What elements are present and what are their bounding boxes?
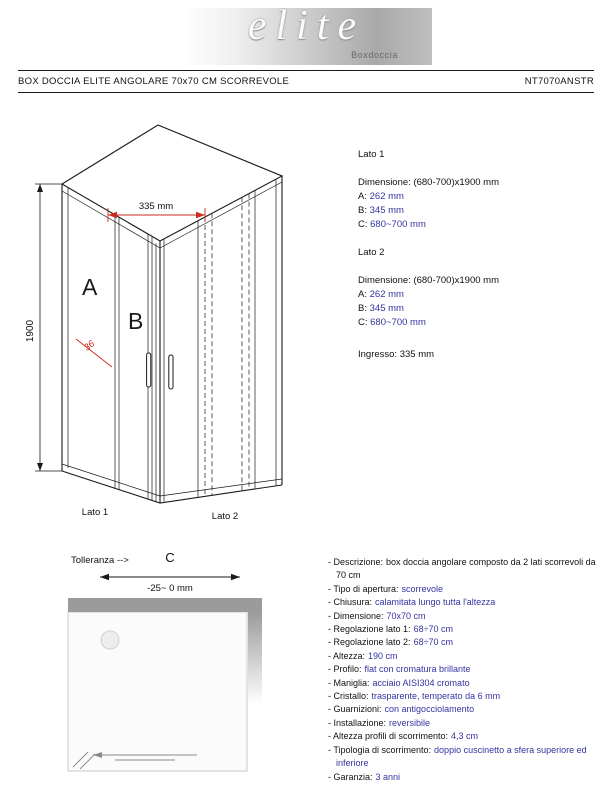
wall-top — [68, 598, 262, 612]
feature-label: - Garanzia: — [328, 771, 373, 782]
side2-row-b — [358, 302, 499, 316]
handle-side2 — [169, 355, 173, 389]
handle-side1 — [147, 353, 151, 387]
height-dimension — [25, 184, 62, 471]
feature-value: 3 anni — [375, 771, 401, 782]
feature-item-descrizione — [328, 556, 596, 583]
row-value: 262 mm — [369, 289, 404, 300]
feature-value: doppio cuscinetto a sfera superiore ed inferiore — [336, 744, 587, 769]
feature-item-scorrimento — [328, 744, 596, 771]
document-title: BOX DOCCIA ELITE ANGOLARE 70x70 CM SCORREVOLE — [18, 76, 290, 87]
panel-a-label: A — [82, 274, 98, 300]
tolerance-arrow — [100, 574, 240, 580]
feature-label: - Altezza profili di scorrimento: — [328, 731, 449, 742]
feature-item-apertura — [328, 583, 596, 596]
feature-value: reversibile — [389, 717, 431, 728]
feature-item-maniglia — [328, 677, 596, 690]
sliding-glass-dashed-edges — [205, 194, 249, 497]
brand-logo — [181, 3, 432, 65]
feature-value: 68÷70 cm — [413, 637, 454, 648]
row-value: 680~700 mm — [370, 317, 426, 328]
feature-item-altezza — [328, 650, 596, 663]
tolerance-diagram — [55, 546, 285, 792]
tray-plan-view — [68, 598, 262, 771]
side2-drawing-label: Lato 2 — [211, 511, 239, 522]
wall-right — [248, 612, 262, 704]
feature-list — [328, 556, 596, 784]
row-label: B: — [358, 205, 367, 216]
feature-label: - Cristallo: — [328, 691, 369, 702]
feature-label: - Profilo: — [328, 664, 362, 675]
brand-subtitle: Boxdoccia — [351, 50, 398, 60]
brand-name: elite — [247, 3, 366, 49]
side1-drawing-label: Lato 1 — [81, 507, 109, 518]
entrance-dimension-label: 335 mm — [138, 201, 174, 212]
feature-item-chiusura — [328, 596, 596, 609]
feature-label: - Altezza: — [328, 650, 366, 661]
entrance-spec: Ingresso: 335 mm — [358, 349, 435, 360]
feature-label: - Descrizione: — [328, 557, 384, 567]
feature-label: - Chiusura: — [328, 597, 373, 608]
tolerance-c-label: C — [165, 550, 175, 565]
feature-value: acciaio AISI304 cromato — [372, 677, 470, 688]
profile-dimension — [76, 338, 112, 367]
row-label: A: — [358, 191, 367, 202]
feature-item-profilo — [328, 663, 596, 676]
feature-value: trasparente, temperato da 6 mm — [371, 691, 501, 702]
feature-label: - Tipologia di scorrimento: — [328, 744, 432, 755]
shower-tray — [68, 612, 247, 771]
tolerance-range: -25~ 0 mm — [147, 583, 193, 594]
side1-row-b — [358, 204, 499, 218]
feature-item-garanzia — [328, 771, 596, 784]
feature-value: 70x70 cm — [386, 610, 426, 621]
side1-row-a — [358, 190, 499, 204]
feature-item-guarnizioni — [328, 703, 596, 716]
feature-label: - Guarnizioni: — [328, 704, 382, 715]
feature-label: - Maniglia: — [328, 677, 370, 688]
feature-item-installazione — [328, 717, 596, 730]
panel-b-label: B — [128, 308, 144, 334]
tolerance-svg — [55, 546, 285, 788]
feature-value: box doccia angolare composto da 2 lati scorrevoli da 70 cm — [336, 557, 596, 581]
feature-value: scorrevole — [401, 583, 444, 594]
row-value: 262 mm — [369, 191, 404, 202]
title-bar — [18, 70, 594, 93]
feature-value: 4,3 cm — [451, 731, 479, 742]
row-label: B: — [358, 303, 367, 314]
product-code: NT7070ANSTR — [524, 76, 594, 87]
feature-label: - Regolazione lato 2: — [328, 637, 411, 648]
feature-item-dimensione — [328, 610, 596, 623]
feature-value: 190 cm — [368, 650, 398, 661]
side1-dimension: Dimensione: (680-700)x1900 mm — [358, 177, 499, 188]
row-label: C: — [358, 317, 368, 328]
feature-value: calamitata lungo tutta l'altezza — [375, 597, 496, 608]
shower-technical-drawing — [20, 103, 360, 540]
feature-item-altezza-profili — [328, 730, 596, 743]
row-label: C: — [358, 219, 368, 230]
feature-item-regolazione-1 — [328, 623, 596, 636]
side1-title: Lato 1 — [358, 149, 385, 160]
feature-value: con antigocciolamento — [384, 704, 475, 715]
row-value: 345 mm — [369, 205, 404, 216]
feature-value: 68÷70 cm — [413, 624, 454, 635]
side2-row-a — [358, 288, 499, 302]
tolerance-label: Tolleranza --> — [71, 555, 129, 566]
feature-item-regolazione-2 — [328, 636, 596, 649]
side2-row-c — [358, 316, 499, 330]
side-measurements — [358, 148, 499, 362]
feature-label: - Installazione: — [328, 717, 387, 728]
drain — [101, 631, 119, 649]
feature-label: - Tipo di apertura: — [328, 583, 399, 594]
side1-row-c — [358, 218, 499, 232]
row-label: A: — [358, 289, 367, 300]
feature-label: - Dimensione: — [328, 610, 384, 621]
row-value: 680~700 mm — [370, 219, 426, 230]
feature-label: - Regolazione lato 1: — [328, 624, 411, 635]
height-dimension-label: 1900 — [25, 319, 36, 343]
row-value: 345 mm — [369, 303, 404, 314]
profile-dimension-label: 36 — [81, 338, 98, 354]
side2-title: Lato 2 — [358, 247, 385, 258]
side2-dimension: Dimensione: (680-700)x1900 mm — [358, 275, 499, 286]
feature-value: flat con cromatura brillante — [364, 664, 471, 675]
feature-item-cristallo — [328, 690, 596, 703]
